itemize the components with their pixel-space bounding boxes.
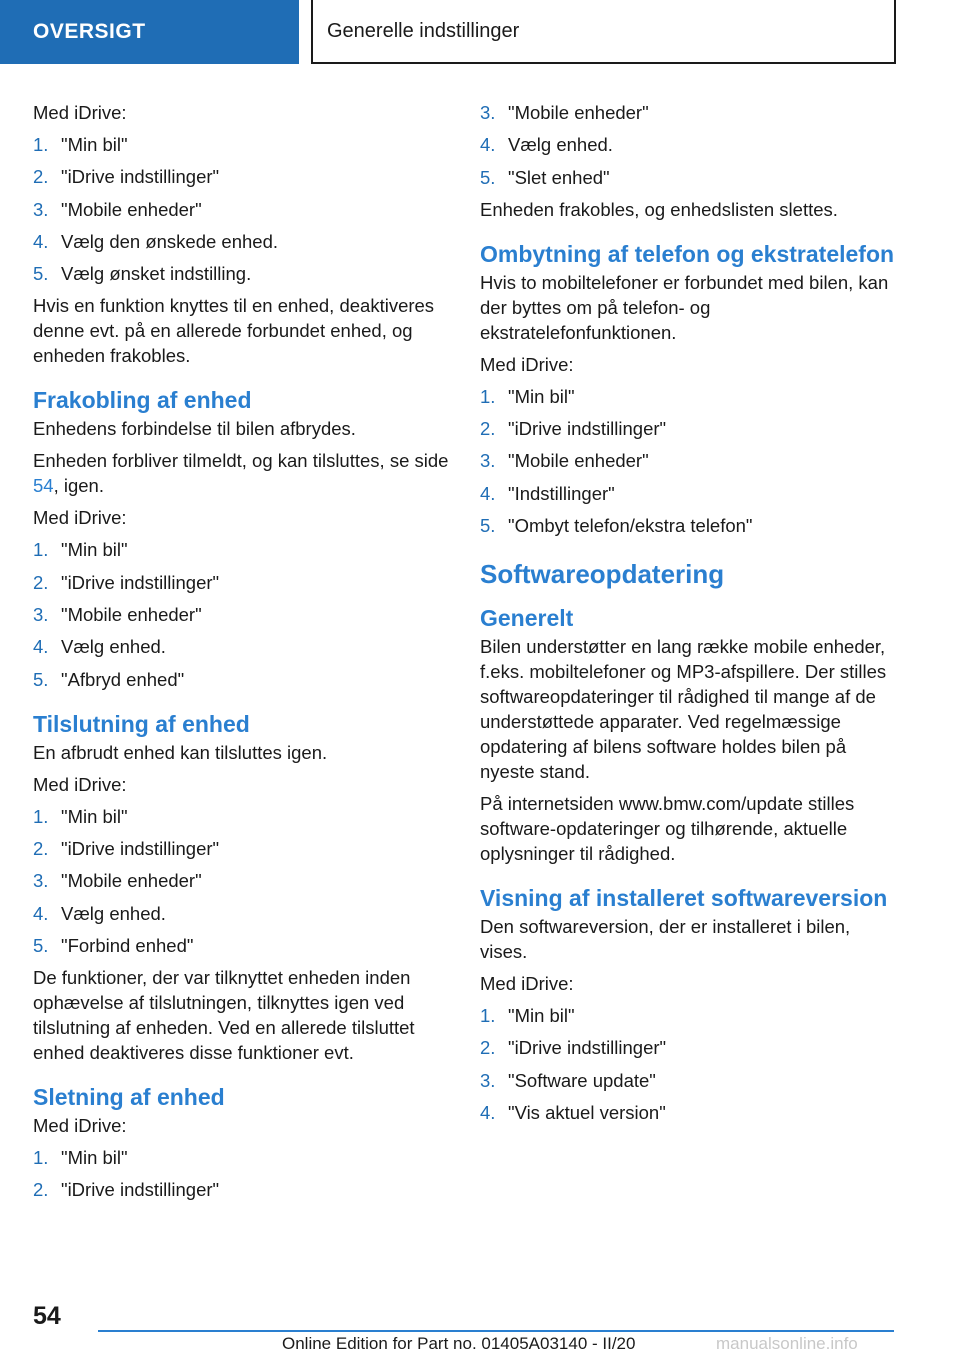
step-list (480, 100, 898, 190)
paragraph: Hvis to mobiltelefoner er forbundet med bilen, kan der byttes om på telefon- og ekstratelefonfunktionen. (480, 271, 889, 343)
step-number: 4. (33, 636, 49, 658)
step-text: "iDrive indstillinger" (61, 837, 220, 859)
list-item (33, 570, 451, 595)
step-list (33, 804, 451, 958)
step-text: "Indstillinger" (508, 482, 615, 504)
list-item (33, 634, 451, 659)
idrive-label: Med iDrive: (33, 102, 127, 123)
paragraph: På internetsiden www.bmw.com/update stilles software-opdateringer og tilhørende, aktuelle oplysninger til rådighed. (480, 793, 855, 865)
step-number: 1. (480, 385, 496, 407)
paragraph: En afbrudt enhed kan tilsluttes igen. (33, 741, 328, 763)
step-number: 5. (480, 166, 496, 188)
list-item (480, 100, 898, 125)
step-text: "Afbryd enhed" (61, 668, 185, 690)
paragraph: Hvis en funktion knyttes til en enhed, deaktiveres denne evt. på en allerede forbundet enhed, og enheden frakobles. (33, 295, 435, 367)
list-item (480, 1035, 898, 1060)
paragraph: Den softwareversion, der er installeret i bilen, vises. (480, 916, 851, 963)
step-list (480, 384, 898, 538)
step-text: "Software update" (508, 1069, 656, 1091)
paragraph: De funktioner, der var tilknyttet enheden inden ophævelse af tilslutningen, tilknyttes igen ved tilslutning af enheden. Ved en allerede tilsluttet enhed deaktiveres disse funktioner evt. (33, 967, 415, 1064)
step-text: "Min bil" (61, 1147, 128, 1169)
step-number: 2. (33, 1179, 49, 1201)
paragraph (33, 448, 451, 498)
step-number: 1. (33, 1147, 49, 1169)
step-text: "Slet enhed" (508, 166, 610, 188)
list-item (33, 1177, 451, 1202)
step-number: 3. (480, 450, 496, 472)
section-heading: Visning af installeret softwareversion (480, 885, 888, 912)
paragraph: Enhedens forbindelse til bilen afbrydes. (33, 418, 356, 440)
step-text: "iDrive indstillinger" (61, 1179, 220, 1201)
step-text: "Ombyt telefon/ekstra telefon" (508, 515, 753, 537)
chapter-title: Generelle indstillinger (327, 19, 520, 42)
paragraph: Enheden frakobles, og enhedslisten slettes. (480, 198, 838, 220)
step-text: "iDrive indstillinger" (61, 571, 220, 593)
step-text: "iDrive indstillinger" (508, 1037, 667, 1059)
list-item (33, 537, 451, 562)
step-text: "Mobile enheder" (508, 450, 649, 472)
footer-divider (98, 1330, 894, 1332)
list-item (33, 1145, 451, 1170)
idrive-label: Med iDrive: (33, 1115, 127, 1137)
step-text: "Min bil" (61, 805, 128, 827)
list-item (33, 132, 451, 157)
step-number: 2. (480, 1037, 496, 1059)
right-column (480, 100, 898, 1132)
step-text: Vælg enhed. (508, 134, 613, 156)
idrive-label: Med iDrive: (33, 507, 127, 529)
section-heading: Generelt (480, 605, 574, 632)
list-item (480, 513, 898, 538)
list-item (480, 1003, 898, 1028)
step-number: 5. (480, 515, 496, 537)
step-number: 2. (480, 418, 496, 440)
section-heading: Ombytning af telefon og ekstratelefon (480, 240, 895, 267)
step-number: 1. (33, 539, 49, 561)
step-text: "Vis aktuel version" (508, 1101, 666, 1123)
list-item (33, 804, 451, 829)
step-number: 2. (33, 166, 49, 188)
list-item (33, 836, 451, 861)
chapter-heading: Softwareopdatering (480, 559, 725, 590)
step-text: "Min bil" (508, 1005, 575, 1027)
list-item (33, 602, 451, 627)
list-item (33, 901, 451, 926)
step-number: 3. (480, 102, 496, 123)
section-tab-label: OVERSIGT (33, 20, 146, 43)
list-item (480, 132, 898, 157)
step-list (480, 1003, 898, 1125)
page-link[interactable]: 54 (33, 475, 54, 497)
list-item (33, 261, 451, 286)
step-number: 4. (33, 230, 49, 252)
step-number: 5. (33, 263, 49, 285)
step-number: 3. (33, 870, 49, 892)
list-item (480, 481, 898, 506)
chapter-header (311, 0, 896, 64)
step-text: "Mobile enheder" (61, 198, 202, 220)
list-item (480, 384, 898, 409)
list-item (33, 667, 451, 692)
step-number: 3. (33, 198, 49, 220)
list-item (33, 868, 451, 893)
list-item (33, 229, 451, 254)
list-item (33, 164, 451, 189)
step-text: Vælg ønsket indstilling. (61, 263, 252, 285)
step-number: 2. (33, 571, 49, 593)
step-text: "Min bil" (508, 385, 575, 407)
step-text: "Mobile enheder" (61, 604, 202, 626)
list-item (480, 1100, 898, 1125)
step-number: 1. (480, 1005, 496, 1027)
step-number: 3. (33, 604, 49, 626)
list-item (480, 1068, 898, 1093)
list-item (33, 197, 451, 222)
step-number: 1. (33, 805, 49, 827)
step-number: 4. (33, 902, 49, 924)
step-text: "iDrive indstillinger" (508, 418, 667, 440)
edition-note: Online Edition for Part no. 01405A03140 - II/20 (282, 1334, 636, 1353)
step-number: 4. (480, 1101, 496, 1123)
idrive-label: Med iDrive: (480, 353, 574, 375)
section-heading: Sletning af enhed (33, 1084, 225, 1111)
step-text: "Forbind enhed" (61, 934, 194, 956)
step-number: 5. (33, 668, 49, 690)
list-item (480, 165, 898, 190)
step-text: "Mobile enheder" (508, 102, 649, 123)
list-item (480, 448, 898, 473)
step-number: 5. (33, 934, 49, 956)
idrive-label: Med iDrive: (480, 973, 574, 995)
step-text: Vælg den ønskede enhed. (61, 230, 279, 252)
step-text: Vælg enhed. (61, 902, 166, 924)
left-column (33, 100, 451, 1210)
step-number: 1. (33, 134, 49, 155)
step-list (33, 537, 451, 691)
list-item (480, 416, 898, 441)
step-text: "Min bil" (61, 134, 128, 155)
step-number: 2. (33, 837, 49, 859)
text: Enheden forbliver tilmeldt, og kan tilsluttes, se side (33, 450, 449, 472)
idrive-label: Med iDrive: (33, 773, 127, 795)
section-tab[interactable] (0, 0, 299, 64)
list-item (33, 933, 451, 958)
step-number: 4. (480, 134, 496, 156)
step-number: 4. (480, 482, 496, 504)
step-text: "Mobile enheder" (61, 870, 202, 892)
section-heading: Frakobling af enhed (33, 387, 252, 414)
section-heading: Tilslutning af enhed (33, 710, 250, 737)
step-text: "Min bil" (61, 539, 128, 561)
text: , igen. (53, 475, 104, 497)
step-list (33, 132, 451, 286)
page-number: 54 (33, 1302, 61, 1330)
step-list (33, 1145, 451, 1202)
paragraph: Bilen understøtter en lang række mobile enheder, f.eks. mobiltelefoner og MP3-afspillere. Der stilles softwareopdateringer til rådighed til mange af de understøttede apparater. Ved regelmæssige opdatering af bilens software holdes bilen på nyeste stand. (480, 636, 887, 783)
step-text: "iDrive indstillinger" (61, 166, 220, 188)
step-number: 3. (480, 1069, 496, 1091)
watermark: manualsonline.info (716, 1334, 858, 1353)
step-text: Vælg enhed. (61, 636, 166, 658)
